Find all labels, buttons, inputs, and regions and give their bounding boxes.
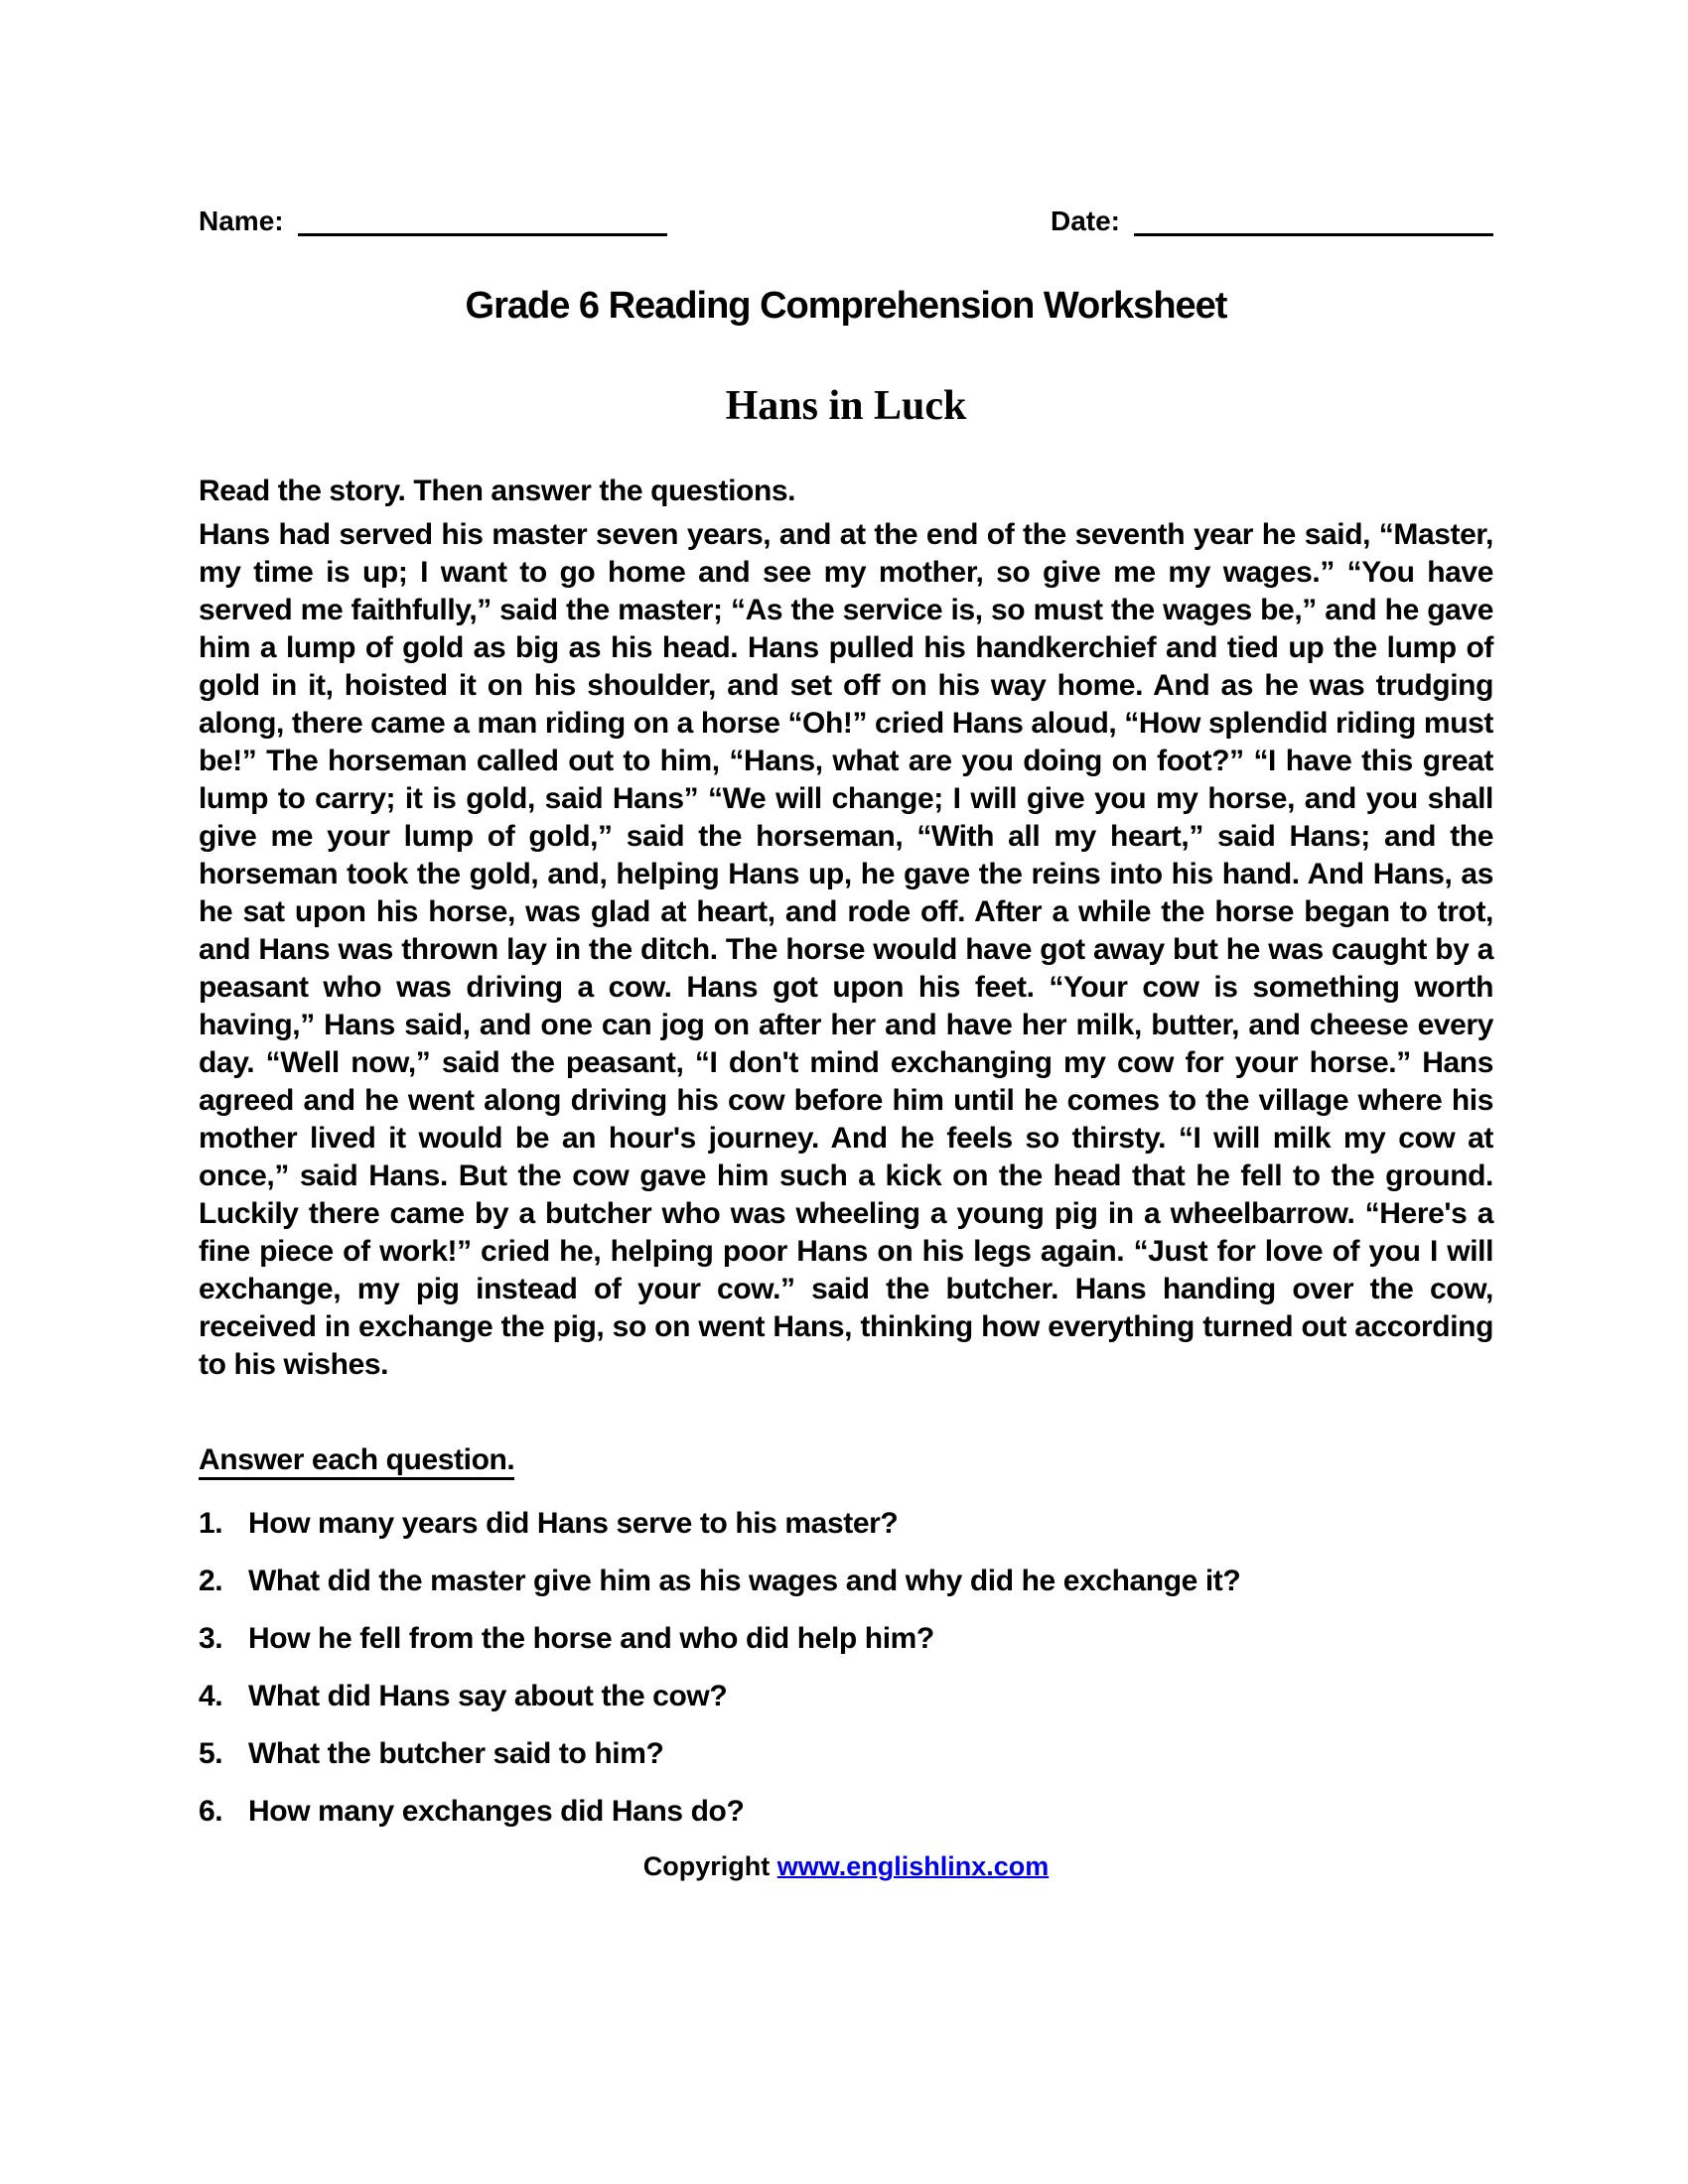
question-number: 5. (199, 1737, 223, 1770)
date-blank-line (1134, 204, 1493, 236)
question-text: How many years did Hans serve to his master? (248, 1507, 899, 1540)
question-item-6 (199, 1793, 1493, 1830)
question-item-2 (199, 1563, 1493, 1599)
question-text: What the butcher said to him? (248, 1737, 664, 1770)
instructions-text: Read the story. Then answer the questions. (199, 475, 796, 507)
footer (199, 1850, 1493, 1882)
question-text: What did the master give him as his wages and why did he exchange it? (248, 1565, 1241, 1597)
question-number: 1. (199, 1507, 223, 1540)
question-item-4 (199, 1678, 1493, 1714)
name-blank-line (298, 204, 667, 236)
copyright-label: Copyright (642, 1851, 771, 1881)
questions-heading (199, 1441, 1493, 1479)
question-text: How many exchanges did Hans do? (248, 1795, 745, 1828)
name-label: Name: (199, 205, 284, 236)
question-number: 6. (199, 1795, 223, 1828)
question-item-3 (199, 1620, 1493, 1657)
question-number: 2. (199, 1565, 223, 1597)
story-title: Hans in Luck (725, 383, 967, 429)
question-number: 3. (199, 1622, 223, 1655)
question-text: How he fell from the horse and who did help him? (248, 1622, 934, 1655)
story-text: Hans had served his master seven years, and at the end of the seventh year he said, “Master, my time is up; I want to go home and see my mother, so give me my wages.” “You have served me faithfully,” said the master; “As the service is, so must the wages be,” and he gave him a lump of gold as big as his head. Hans pulled his handkerchief and tied up the lump of gold in it, hoisted it on his shoulder, and set off on his way home. And as he was trudging along, there came a man riding on a horse “Oh!” cried Hans aloud, “How splendid riding must be!” The horseman called out to him, “Hans, what are you doing on foot?” “I have this great lump to carry; it is gold, said Hans” “We will change; I will give you my horse, and you shall give me your lump of gold,” said the horseman, “With all my heart,” said Hans; and the horseman took the gold, and, helping Hans up, he gave the reins into his hand. And Hans, as he sat upon his horse, was glad at heart, and rode off. After a while the horse began to trot, and Hans was thrown lay in the ditch. The horse would have got away but he was caught by a peasant who was driving a cow. Hans got upon his feet. “Your cow is something worth having,” Hans said, and one can jog on after her and have her milk, butter, and cheese every day. “Well now,” said the peasant, “I don't mind exchanging my cow for your horse.” Hans agreed and he went along driving his cow before him until he comes to the village where his mother lived it would be an hour's journey. And he feels so thirsty. “I will milk my cow at once,” said Hans. But the cow gave him such a kick on the head that he fell to the ground. Luckily there came by a butcher who was wheeling a young pig in a wheelbarrow. “Here's a fine piece of work!” cried he, helping poor Hans on his legs again. “Just for love of you I will exchange, my pig instead of your cow.” said the butcher. Hans handing over the cow, received in exchange the pig, so on went Hans, thinking how everything turned out according to his wishes. (199, 518, 1493, 1381)
question-item-1 (199, 1505, 1493, 1542)
worksheet-title: Grade 6 Reading Comprehension Worksheet (465, 285, 1227, 327)
date-field (1051, 204, 1493, 236)
questions-list (199, 1505, 1493, 1830)
questions-heading-text: Answer each question. (199, 1443, 514, 1480)
copyright-link[interactable]: www.englishlinx.com (776, 1851, 1050, 1881)
date-label: Date: (1050, 205, 1120, 236)
header-row (199, 204, 1493, 236)
question-text: What did Hans say about the cow? (248, 1680, 728, 1712)
question-item-5 (199, 1735, 1493, 1772)
question-number: 4. (199, 1680, 223, 1712)
name-field (199, 204, 667, 236)
